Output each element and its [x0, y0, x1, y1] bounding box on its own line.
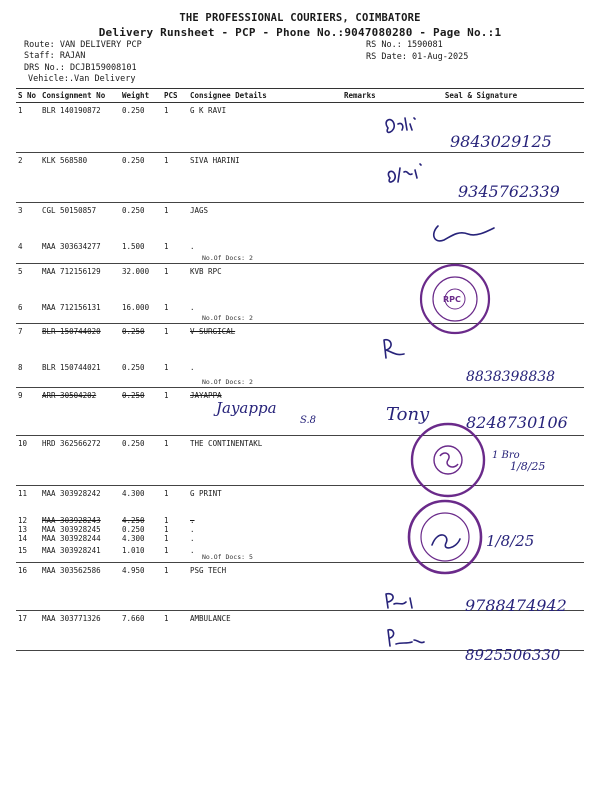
runsheet-subtitle: Delivery Runsheet - PCP - Phone No.:9047080280 - Page No.:1: [98, 26, 502, 39]
phone-2: 9345762339: [458, 182, 560, 201]
row-pcs-text: 1: [164, 533, 169, 543]
row-weight-text: 4.300: [122, 533, 145, 543]
row-consignee-text: V SURGICAL: [190, 327, 236, 336]
row-consignee-text: SIVA HARINI: [190, 156, 240, 165]
row-consignment-text: MAA 303928243: [42, 515, 101, 525]
row-pcs-text: 1: [164, 524, 169, 534]
row-pcs-text: 1: [164, 362, 169, 372]
vehicle-label: Vehicle:.Van Delivery: [28, 74, 136, 84]
col-consignee: Consignee Details: [188, 89, 342, 103]
row-weight-text: 0.250: [122, 439, 145, 448]
col-sno: S No: [16, 89, 40, 103]
row-consignee-text: AMBULANCE: [190, 614, 231, 623]
row-pcs-text: 1: [164, 515, 169, 525]
row-consignment-text: MAA 303928244: [42, 533, 101, 543]
signature-4: [384, 340, 404, 358]
row-consignment-text: BLR 150744021: [42, 362, 101, 372]
docs-count: No.Of Docs: 2: [202, 313, 253, 322]
row-pcs-text: 1: [164, 545, 169, 555]
date-note-1: 1/8/25: [510, 460, 546, 473]
row-consignment-text: MAA 303771326: [42, 614, 101, 623]
row-sno-text: 9: [18, 391, 23, 400]
row-pcs-text: 1: [164, 391, 169, 400]
row-pcs-text: 1: [164, 614, 169, 623]
row-sno-text: 15: [18, 545, 28, 555]
time-note: 1 Bro: [492, 450, 520, 461]
row-sno-text: 7: [18, 327, 23, 336]
row-pcs-text: 1: [164, 156, 169, 165]
signature-7: [388, 630, 424, 646]
row-weight-text: 0.250: [122, 156, 145, 165]
row-weight-text: 32.000: [122, 267, 150, 276]
row-weight-text: 7.660: [122, 614, 145, 623]
signature-3: [434, 226, 494, 241]
row-consignee-text: PSG TECH: [190, 566, 227, 575]
row-consignee-text: G PRINT: [190, 489, 222, 498]
row-sno-text: 6: [18, 302, 23, 312]
row-consignment-text: BLR 140190872: [42, 106, 101, 115]
date-note-2: 1/8/25: [486, 532, 535, 550]
row-consignee-text: .: [190, 533, 195, 543]
col-signature: Seal & Signature: [378, 89, 584, 103]
row-consignment-text: MAA 303928245: [42, 524, 101, 534]
row-consignment-text: MAA 303562586: [42, 566, 101, 575]
row-weight-text: 4.300: [122, 489, 145, 498]
row-weight-text: 0.250: [122, 106, 145, 115]
drs-number: DRS No.: DCJB159008101: [24, 63, 137, 73]
row-sno-text: 8: [18, 362, 23, 372]
bank-stamp-center: RPC: [443, 295, 461, 304]
col-remarks: Remarks: [342, 89, 378, 103]
row-pcs-text: 1: [164, 566, 169, 575]
row-weight-text: 0.250: [122, 362, 145, 372]
docs-count: No.Of Docs: 5: [202, 552, 253, 561]
row-pcs-text: 1: [164, 489, 169, 498]
row-weight-text: 4.950: [122, 566, 145, 575]
row-consignment-text: CGL 50150857: [42, 206, 97, 215]
signature-2: [388, 164, 421, 182]
row-sno-text: 17: [18, 614, 28, 623]
row-consignee-text: .: [190, 545, 195, 555]
bank-stamp: [421, 265, 489, 333]
phone-6: 9788474942: [465, 596, 567, 615]
phone-1: 9843029125: [450, 132, 552, 151]
company-title: THE PROFESSIONAL COURIERS, COIMBATORE: [179, 12, 421, 24]
row-pcs-text: 1: [164, 267, 169, 276]
row-consignee-text: .: [190, 515, 195, 525]
row-pcs-text: 1: [164, 327, 169, 336]
signature-6: [386, 594, 412, 608]
row-consignment-text: MAA 303928241: [42, 545, 101, 555]
phone-7: 8925506330: [465, 646, 561, 664]
row-sno-text: 4: [18, 241, 23, 251]
col-consignment: Consignment No: [40, 89, 120, 103]
col-weight: Weight: [120, 89, 162, 103]
phone-3: 8838398838: [466, 369, 556, 385]
row-consignment-text: HRD 362566272: [42, 439, 101, 448]
row-consignment-text: MAA 712156129: [42, 267, 101, 276]
row-pcs-text: 1: [164, 302, 169, 312]
row-consignment-text: MAA 303634277: [42, 241, 101, 251]
row-weight-text: 4.250: [122, 515, 145, 525]
row-sno-text: 3: [18, 206, 23, 215]
row-sno-text: 12: [18, 515, 28, 525]
tech-stamp: [409, 501, 481, 573]
row-consignment-text: BLR 150744020: [42, 327, 101, 336]
row-weight-text: 1.010: [122, 545, 145, 555]
row-consignee-text: .: [190, 241, 195, 251]
row-weight-text: 0.250: [122, 206, 145, 215]
row-sno-text: 2: [18, 156, 23, 165]
row-sno-text: 11: [18, 489, 28, 498]
row-consignment-text: ARR 30504202: [42, 391, 97, 400]
signature-jayappa: Jayappa: [216, 399, 277, 417]
rs-date: RS Date: 01-Aug-2025: [366, 52, 469, 62]
row-weight-text: 0.250: [122, 524, 145, 534]
row-pcs-text: 1: [164, 206, 169, 215]
row-consignee-text: .: [190, 302, 195, 312]
rs-number: RS No.: 1590081: [366, 40, 443, 50]
row-consignee-text: JAGS: [190, 206, 209, 215]
signature-jayappa-initials: S.8: [300, 415, 317, 426]
row-pcs-text: 1: [164, 439, 169, 448]
row-sno-text: 1: [18, 106, 23, 115]
row-weight-text: 0.250: [122, 391, 145, 400]
row-pcs-text: 1: [164, 106, 169, 115]
row-consignment-text: MAA 303928242: [42, 489, 101, 498]
row-sno-text: 5: [18, 267, 23, 276]
docs-count: No.Of Docs: 2: [202, 253, 253, 262]
row-weight-text: 16.000: [122, 302, 150, 312]
row-consignee-text: .: [190, 362, 195, 372]
row-consignee-text: G K RAVI: [190, 106, 227, 115]
row-sno-text: 13: [18, 524, 28, 534]
row-consignment-text: KLK 568580: [42, 156, 88, 165]
col-pcs: PCS: [162, 89, 188, 103]
row-sno-text: 10: [18, 439, 28, 448]
row-pcs-text: 1: [164, 241, 169, 251]
row-consignee-text: KVB RPC: [190, 267, 222, 276]
phone-4: 8248730106: [466, 413, 568, 432]
row-sno-text: 16: [18, 566, 28, 575]
row-consignee-text: JAYAPPA: [190, 391, 222, 400]
row-consignee-text: THE CONTINENTAKL: [190, 439, 263, 448]
signature-1: [386, 118, 415, 132]
row-sno-text: 14: [18, 533, 28, 543]
row-weight-text: 0.250: [122, 327, 145, 336]
row-weight-text: 1.500: [122, 241, 145, 251]
row-consignee-text: .: [190, 524, 195, 534]
staff-label: Staff: RAJAN: [24, 51, 86, 61]
signature-tony: Tony: [386, 404, 430, 425]
route-label: Route: VAN DELIVERY PCP: [24, 40, 142, 50]
continental-stamp: [412, 424, 484, 496]
docs-count: No.Of Docs: 2: [202, 377, 253, 386]
row-consignment-text: MAA 712156131: [42, 302, 101, 312]
